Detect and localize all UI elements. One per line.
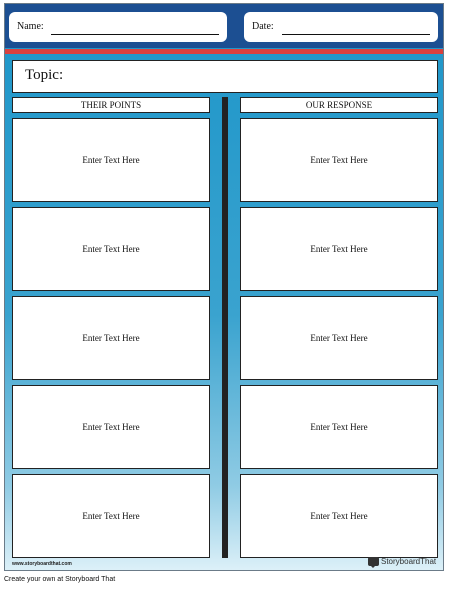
name-underline xyxy=(51,34,219,35)
our-response-cell-5[interactable]: Enter Text Here xyxy=(240,474,438,558)
our-response-cell-1[interactable]: Enter Text Here xyxy=(240,118,438,202)
topic-field[interactable] xyxy=(12,60,438,93)
our-response-cell-4[interactable]: Enter Text Here xyxy=(240,385,438,469)
footer-url: www.storyboardthat.com xyxy=(12,561,72,567)
their-point-cell-5[interactable]: Enter Text Here xyxy=(12,474,210,558)
their-point-cell-1[interactable]: Enter Text Here xyxy=(12,118,210,202)
worksheet xyxy=(4,3,444,571)
our-response-cell-3[interactable]: Enter Text Here xyxy=(240,296,438,380)
our-response-cell-2[interactable]: Enter Text Here xyxy=(240,207,438,291)
accent-stripe xyxy=(5,49,443,54)
their-point-cell-3[interactable]: Enter Text Here xyxy=(12,296,210,380)
their-point-cell-2[interactable]: Enter Text Here xyxy=(12,207,210,291)
storyboardthat-logo xyxy=(368,557,436,566)
date-label: Date: xyxy=(252,21,274,32)
column-divider xyxy=(222,97,228,558)
caption-link[interactable]: Create your own at Storyboard That xyxy=(4,576,116,583)
our-response-header: OUR RESPONSE xyxy=(240,97,438,113)
speech-bubble-icon xyxy=(368,557,379,566)
their-points-header: THEIR POINTS xyxy=(12,97,210,113)
name-field[interactable] xyxy=(9,12,227,42)
name-label: Name: xyxy=(17,21,44,32)
their-point-cell-4[interactable]: Enter Text Here xyxy=(12,385,210,469)
date-underline xyxy=(282,34,430,35)
logo-text: StoryboardThat xyxy=(381,557,437,566)
date-field[interactable] xyxy=(244,12,438,42)
topic-label: Topic: xyxy=(25,67,64,83)
